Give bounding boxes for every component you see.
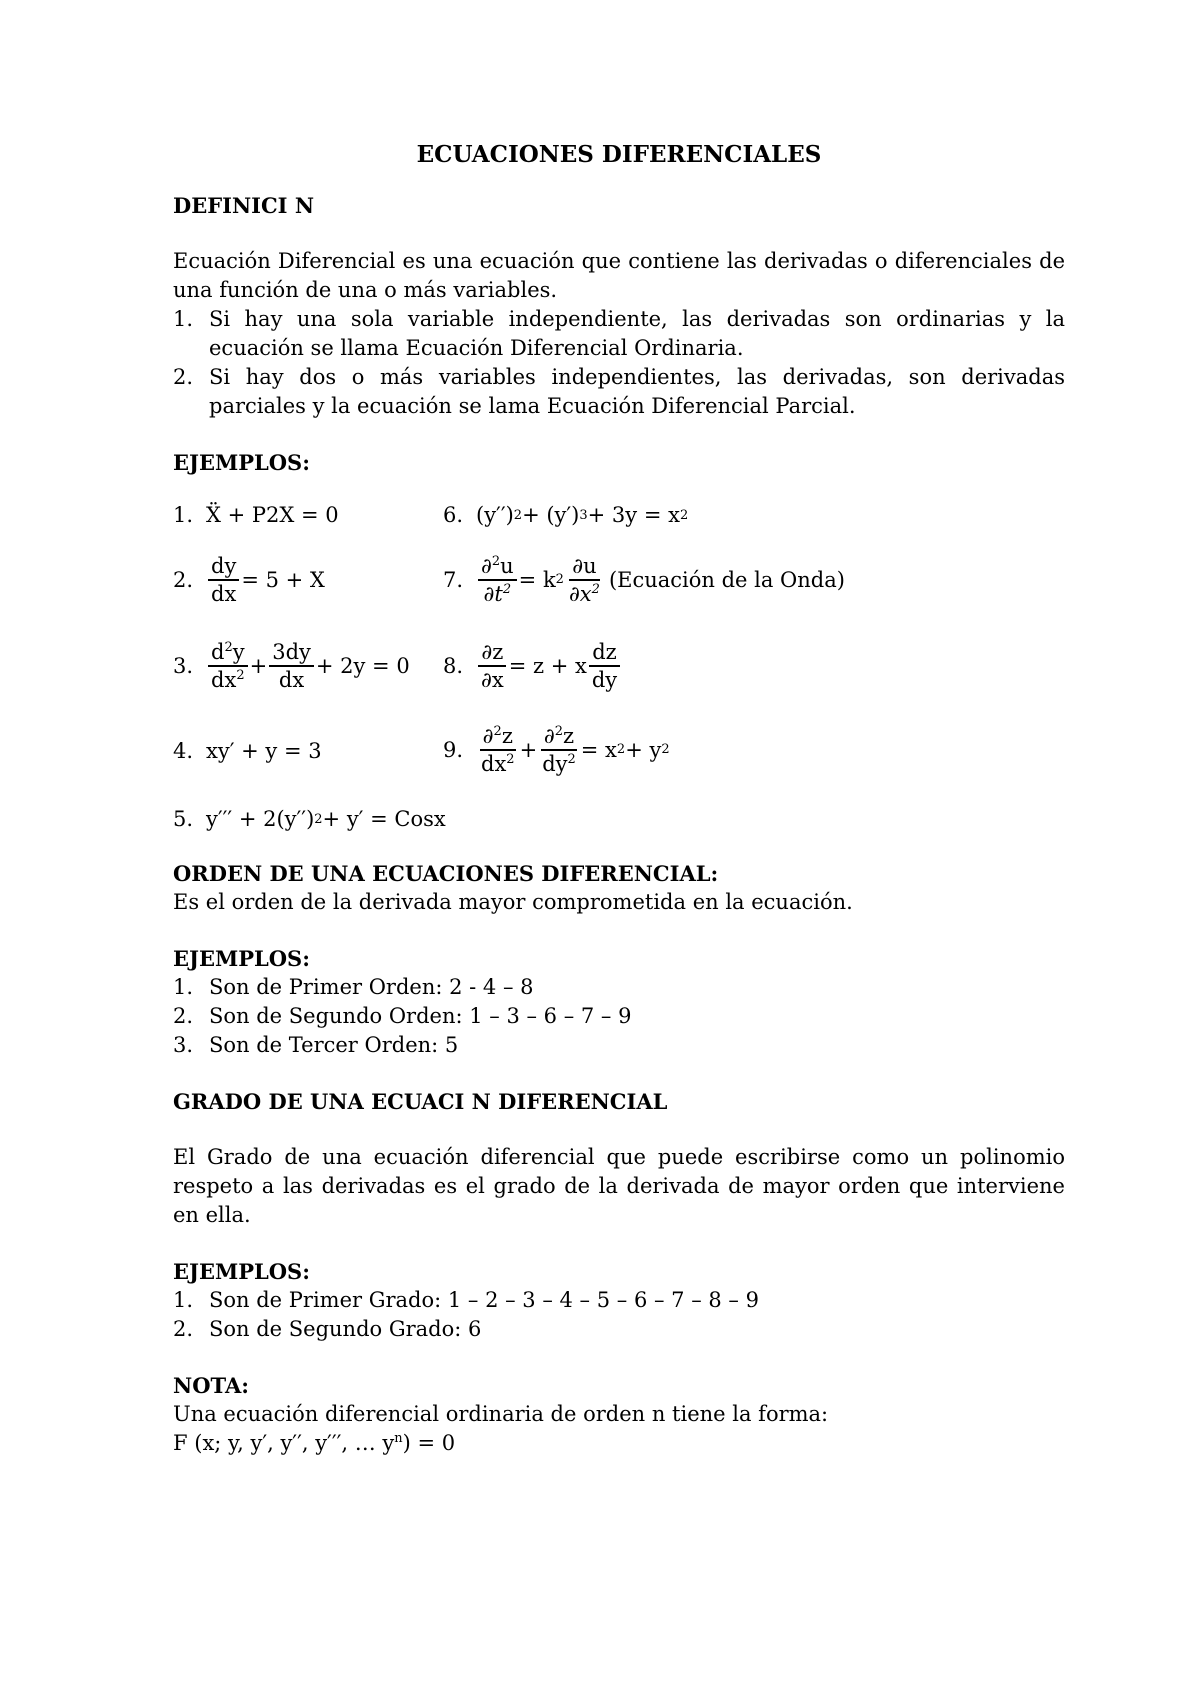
fraction: $\frac{\partial^2z}{dy^2}$ (542, 724, 576, 776)
fraction: $\frac{\partial z}{\partial x}$ (478, 639, 507, 693)
examples-grid (173, 487, 1065, 847)
example-4: 4. xy′ + y = 3 (173, 739, 322, 763)
order-list (173, 973, 1065, 1060)
definition-list (173, 305, 1065, 421)
definition-text: Ecuación Diferencial es una ecuación que contiene las derivadas o diferenciales de una función de una o más variables. (173, 249, 1065, 302)
fraction: $\frac{\partial^2z}{dx^2}$ (481, 724, 515, 776)
example-9: 9. $\frac{\partial^2z}{dx^2}$ + $\frac{\partial^2z}{dy^2}$ = x 2 + y 2 (443, 724, 670, 776)
definition-heading: DEFINICI N (173, 193, 315, 218)
list-item: 2. Son de Segundo Orden: 1 – 3 – 6 – 7 – 9 (173, 1004, 632, 1028)
example-2: 2. $\frac{dy}{dx}$ = 5 + X (173, 554, 325, 606)
list-item: 1. Son de Primer Orden: 2 - 4 – 8 (173, 975, 534, 999)
fraction: $\frac{dy}{dx}$ (208, 553, 239, 607)
example-5: 5. y′′′ + 2(y′′) 2 + y′ = Cosx (173, 807, 446, 831)
fraction: $\frac{3dy}{dx}$ (269, 639, 314, 693)
example-1: 1. Ẍ + P2X = 0 (173, 503, 339, 527)
degree-list (173, 1286, 1065, 1344)
document-title: ECUACIONES DIFERENCIALES (416, 141, 822, 168)
list-item: 2. Son de Segundo Grado: 6 (173, 1317, 482, 1341)
note-heading: NOTA: (173, 1373, 250, 1398)
examples-heading: EJEMPLOS: (173, 450, 310, 475)
note-text: Una ecuación diferencial ordinaria de orden n tiene la forma: (173, 1402, 829, 1426)
example-7: 7. $\frac{\partial^2u}{\partial t^2}$ = k 2 $\frac{\partial u}{\partial x^2}$ (Ecuación de la Onda) (443, 554, 845, 606)
fraction: $\frac{\partial u}{\partial x^2}$ (568, 554, 600, 606)
note-formula: F (x; y, y′, y′′, y′′′, … $y^n) = 0$ (173, 1431, 456, 1455)
fraction: $\frac{d^2y}{dx^2}$ (208, 639, 248, 693)
document-page (173, 140, 1065, 1458)
order-text: Es el orden de la derivada mayor comprometida en la ecuación. (173, 890, 853, 914)
example-8: 8. $\frac{\partial z}{\partial x}$ = z + x $\frac{dz}{dy}$ (443, 639, 622, 693)
degree-text: El Grado de una ecuación diferencial que puede escribirse como un polinomio respeto a las derivadas es el grado de la derivada de mayor orden que interviene en ella. (173, 1145, 1065, 1227)
fraction: $\frac{\partial^2u}{\partial t^2}$ (478, 553, 517, 607)
order-examples-heading: EJEMPLOS: (173, 946, 310, 971)
list-item: 3. Son de Tercer Orden: 5 (173, 1033, 459, 1057)
fraction: $\frac{dz}{dy}$ (589, 639, 620, 693)
list-item: 1. Son de Primer Grado: 1 – 2 – 3 – 4 – 5 – 6 – 7 – 8 – 9 (173, 1288, 759, 1312)
degree-examples-heading: EJEMPLOS: (173, 1259, 310, 1284)
list-item: 2. Si hay dos o más variables independientes, las derivadas, son derivadas parciales y la ecuación se lama Ecuación Diferencial Parcial. (173, 365, 1065, 418)
example-3: 3. $\frac{d^2y}{dx^2}$ + $\frac{3dy}{dx}$ + 2y = 0 (173, 640, 410, 692)
degree-heading: GRADO DE UNA ECUACI N DIFERENCIAL (173, 1089, 668, 1114)
order-heading: ORDEN DE UNA ECUACIONES DIFERENCIAL: (173, 861, 719, 886)
list-item: 1. Si hay una sola variable independiente, las derivadas son ordinarias y la ecuación se llama Ecuación Diferencial Ordinaria. (173, 307, 1065, 360)
example-6: 6. (y′′) 2 + (y′) 3 + 3y = x 2 (443, 503, 689, 527)
